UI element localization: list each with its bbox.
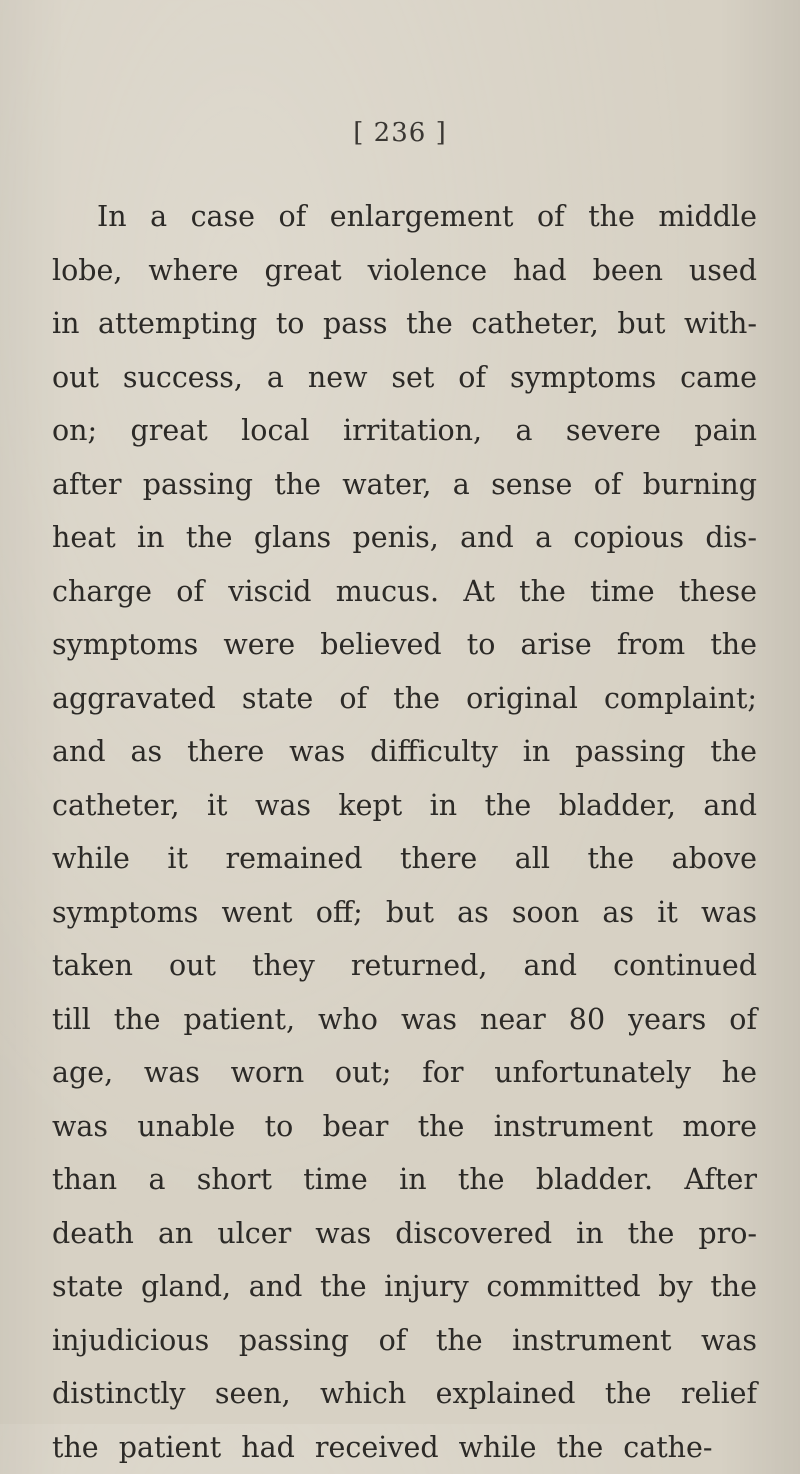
text-line: while it remained there all the above <box>52 832 757 886</box>
text-line: lobe, where great violence had been used <box>52 244 757 298</box>
text-line: symptoms went off; but as soon as it was <box>52 886 757 940</box>
text-line: heat in the glans penis, and a copious dis- <box>52 511 757 565</box>
text-line: till the patient, who was near 80 years of <box>52 993 757 1047</box>
text-line: the patient had received while the cathe- <box>52 1421 757 1474</box>
text-line: state gland, and the injury committed by the <box>52 1260 757 1314</box>
text-line: after passing the water, a sense of burning <box>52 458 757 512</box>
text-line: taken out they returned, and continued <box>52 939 757 993</box>
text-line: catheter, it was kept in the bladder, and <box>52 779 757 833</box>
text-line: and as there was difficulty in passing the <box>52 725 757 779</box>
text-line: out success, a new set of symptoms came <box>52 351 757 405</box>
text-line: in attempting to pass the catheter, but with- <box>52 297 757 351</box>
text-line: In a case of enlargement of the middle <box>52 190 757 244</box>
text-line: than a short time in the bladder. After <box>52 1153 757 1207</box>
text-line: symptoms were believed to arise from the <box>52 618 757 672</box>
text-line: charge of viscid mucus. At the time these <box>52 565 757 619</box>
body-text <box>52 190 757 1474</box>
text-line: distinctly seen, which explained the relief <box>52 1367 757 1421</box>
text-line: injudicious passing of the instrument was <box>52 1314 757 1368</box>
text-line: death an ulcer was discovered in the pro- <box>52 1207 757 1261</box>
text-line: age, was worn out; for unfortunately he <box>52 1046 757 1100</box>
text-line: on; great local irritation, a severe pain <box>52 404 757 458</box>
text-line: was unable to bear the instrument more <box>52 1100 757 1154</box>
page-number: [ 236 ] <box>0 118 800 148</box>
text-line: aggravated state of the original complaint; <box>52 672 757 726</box>
